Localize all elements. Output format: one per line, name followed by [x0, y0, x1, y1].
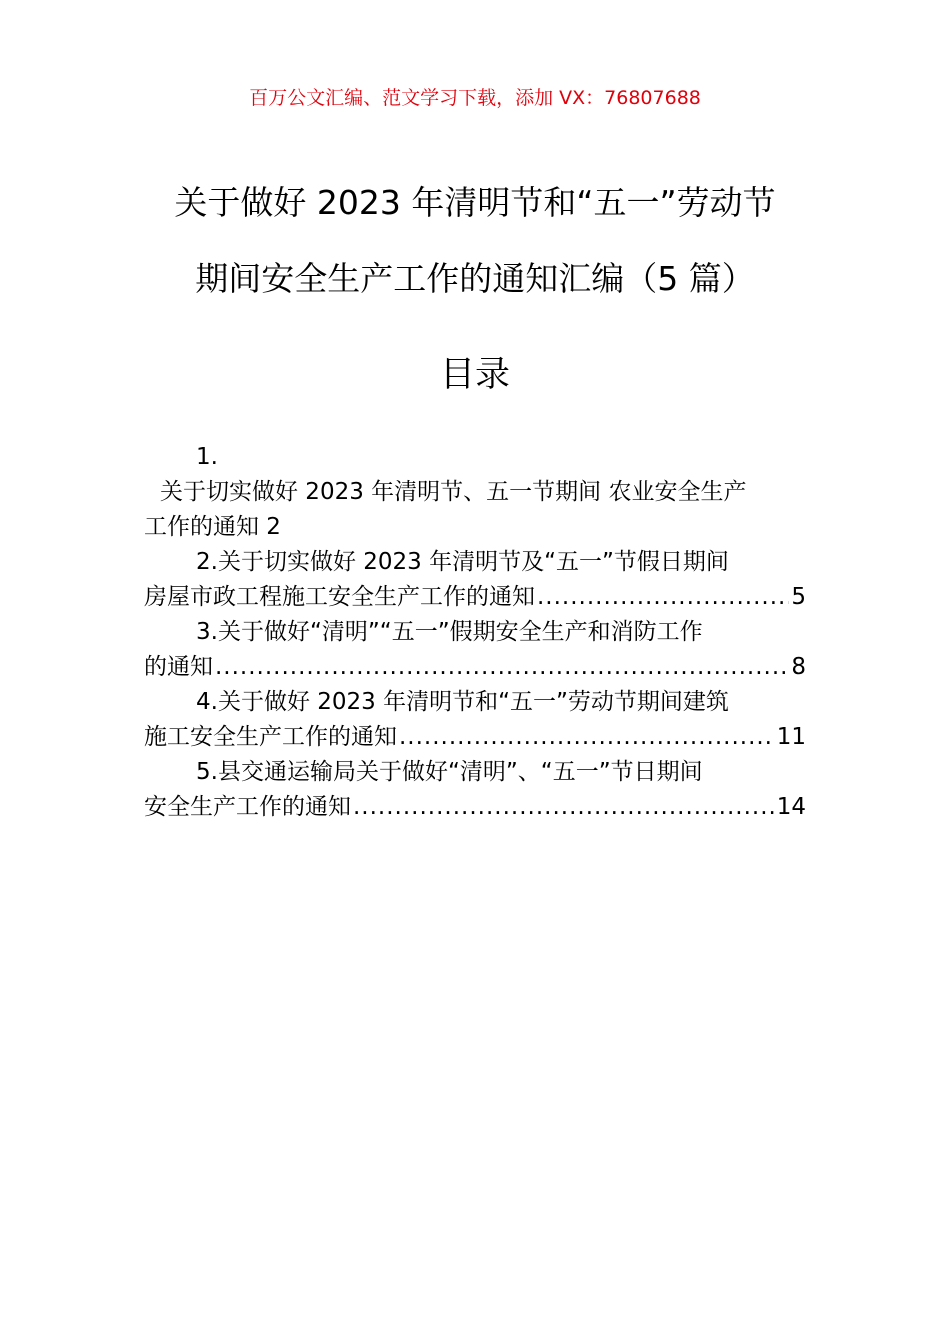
toc-entry-2-line-1[interactable]: 2.关于切实做好 2023 年清明节及“五一”节假日期间 — [196, 549, 729, 575]
toc-entry-3-line-2[interactable] — [144, 650, 806, 685]
toc-entry-5-line-1[interactable]: 5.县交通运输局关于做好“清明”、“五一”节日期间 — [196, 759, 703, 785]
dot-leader — [537, 580, 789, 615]
toc-entry-1-line-1[interactable]: 关于切实做好 2023 年清明节、五一节期间 农业安全生产 — [160, 479, 747, 505]
toc-entry-5-text: 安全生产工作的通知 — [144, 794, 351, 820]
toc-entry-5-line-2[interactable] — [144, 790, 806, 825]
toc-entry-3-line-1[interactable]: 3.关于做好“清明”“五一”假期安全生产和消防工作 — [196, 619, 703, 645]
document-title — [100, 174, 850, 326]
toc-entry-2-text: 房屋市政工程施工安全生产工作的通知 — [144, 584, 535, 610]
dot-leader — [399, 720, 775, 755]
toc-entry-1-number[interactable]: 1. — [196, 444, 218, 470]
dot-leader — [215, 650, 789, 685]
table-of-contents — [144, 440, 806, 825]
toc-entry-4-line-2[interactable] — [144, 720, 806, 755]
toc-entry-4-text: 施工安全生产工作的通知 — [144, 724, 397, 750]
toc-entry-4-line-1[interactable]: 4.关于做好 2023 年清明节和“五一”劳动节期间建筑 — [196, 689, 729, 715]
toc-entry-2-line-2[interactable] — [144, 580, 806, 615]
title-line-2: 期间安全生产工作的通知汇编（5 篇） — [195, 259, 755, 298]
toc-entry-3-page: 8 — [791, 654, 806, 680]
dot-leader — [353, 790, 775, 825]
toc-entry-5-page: 14 — [776, 794, 806, 820]
title-line-1: 关于做好 2023 年清明节和“五一”劳动节 — [174, 183, 776, 222]
toc-entry-2-page: 5 — [791, 584, 806, 610]
toc-entry-1-line-2[interactable]: 工作的通知 2 — [144, 514, 281, 540]
toc-entry-4-page: 11 — [776, 724, 806, 750]
watermark-banner: 百万公文汇编、范文学习下载，添加 VX：76807688 — [249, 87, 701, 109]
toc-heading: 目录 — [439, 355, 510, 395]
toc-entry-3-text: 的通知 — [144, 654, 213, 680]
